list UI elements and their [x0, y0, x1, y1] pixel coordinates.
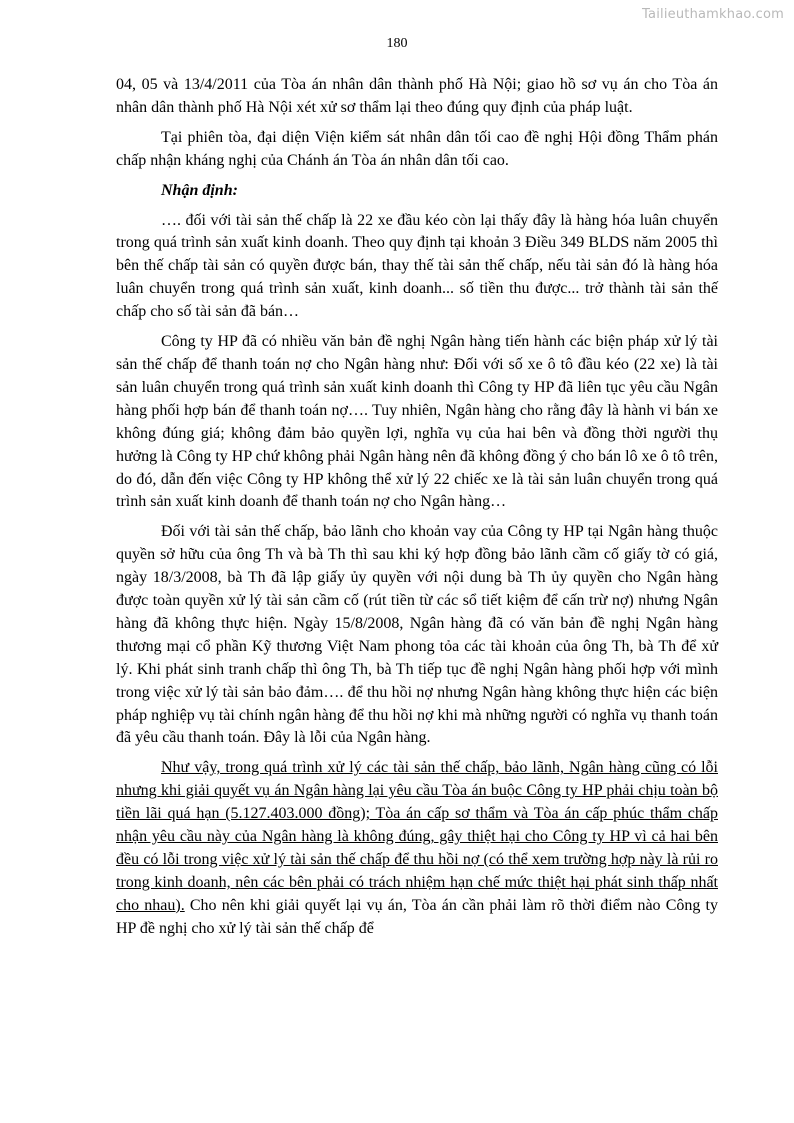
page-number: 180 [386, 36, 408, 51]
paragraph-conclusion [116, 757, 718, 940]
paragraph-guarantee-assets: Đối với tài sản thế chấp, bảo lãnh cho khoản vay của Công ty HP tại Ngân hàng thuộc quyền sở hữu của ông Th và bà Th thì sau khi ký hợp đồng bảo lãnh cầm cố giấy tờ có giá, ngày 18/3/2008, bà Th đã lập giấy ủy quyền với nội dung bà Th ủy quyền cho Ngân hàng được toàn quyền xử lý tài sản cầm cố (rút tiền từ các sổ tiết kiệm để cấn trừ nợ) nhưng Ngân hàng đã không thực hiện. Ngày 15/8/2008, Ngân hàng đã có văn bản đề nghị Ngân hàng thương mại cổ phần Kỹ thương Việt Nam phong tỏa các tài khoản của ông Th, bà Th để xử lý. Khi phát sinh tranh chấp thì ông Th, bà Th tiếp tục đề nghị Ngân hàng phối hợp với mình trong việc xử lý tài sản bảo đảm…. để thu hồi nợ nhưng Ngân hàng không thực hiện các biện pháp nghiệp vụ tài chính ngân hàng để thu hồi nợ khi mà những người có nghĩa vụ thanh toán đã yêu cầu thanh toán. Đây là lỗi của Ngân hàng. [116, 523, 718, 747]
section-heading-assessment: Nhận định: [161, 181, 238, 199]
paragraph-continuation: 04, 05 và 13/4/2011 của Tòa án nhân dân thành phố Hà Nội; giao hồ sơ vụ án cho Tòa án nhân dân thành phố Hà Nội xét xử sơ thẩm lại theo đúng quy định của pháp luật. [116, 76, 718, 116]
paragraph-procuracy-request: Tại phiên tòa, đại diện Viện kiểm sát nhân dân tối cao đề nghị Hội đồng Thẩm phán chấp nhận kháng nghị của Chánh án Tòa án nhân dân tối cao. [116, 128, 718, 169]
paragraph-collateral-trucks: …. đối với tài sản thế chấp là 22 xe đầu kéo còn lại thấy đây là hàng hóa luân chuyển trong quá trình sản xuất kinh doanh. Theo quy định tại khoản 3 Điều 349 BLDS năm 2005 thì bên thế chấp tài sản có quyền được bán, thay thế tài sản thế chấp, nếu tài sản đó là hàng hóa luân chuyển trong quá trình sản xuất, kinh doanh... số tiền thu được... trở thành tài sản thế chấp cho số tài sản đã bán… [116, 211, 718, 321]
paragraph-company-requests: Công ty HP đã có nhiều văn bản đề nghị Ngân hàng tiến hành các biện pháp xử lý tài sản thế chấp để thanh toán nợ cho Ngân hàng như: Đối với số xe ô tô đầu kéo (22 xe) là tài sản luân chuyển trong quá trình sản xuất kinh doanh thì Công ty HP đã liên tục yêu cầu Ngân hàng phối hợp bán để thanh toán nợ…. Tuy nhiên, Ngân hàng cho rằng đây là hành vi bán xe không đúng giá; không đảm bảo quyền lợi, nghĩa vụ của hai bên và đồng thời người thụ hưởng là Công ty HP chứ không phải Ngân hàng nên đã không đồng ý cho bán lô xe ô tô trên, do đó, dẫn đến việc Công ty HP không thể xử lý 22 chiếc xe là tài sản luân chuyển trong quá trình sản xuất kinh doanh để thanh toán nợ cho Ngân hàng… [116, 333, 719, 511]
document-body [116, 74, 718, 948]
paragraph-conclusion-rest: Cho nên khi giải quyết lại vụ án, Tòa án cần phải làm rõ thời điểm nào Công ty HP đề nghị cho xử lý tài sản thế chấp để [116, 896, 719, 937]
watermark: Tailieuthamkhao.com [642, 7, 784, 22]
underlined-passage: Như vậy, trong quá trình xử lý các tài sản thế chấp, bảo lãnh, Ngân hàng cũng có lỗi nhưng khi giải quyết vụ án Ngân hàng lại yêu cầu Tòa án buộc Công ty HP phải chịu toàn bộ tiền lãi quá hạn (5.127.403.000 đồng); Tòa án cấp sơ thẩm và Tòa án cấp phúc thẩm chấp nhận yêu cầu này của Ngân hàng là không đúng, gây thiệt hại cho Công ty HP vì cả hai bên đều có lỗi trong việc xử lý tài sản thế chấp để thu hồi nợ (có thể xem trường hợp này là rủi ro trong kinh doanh, nên các bên phải có trách nhiệm hạn chế mức thiệt hại phát sinh thấp nhất cho nhau). [116, 759, 718, 914]
